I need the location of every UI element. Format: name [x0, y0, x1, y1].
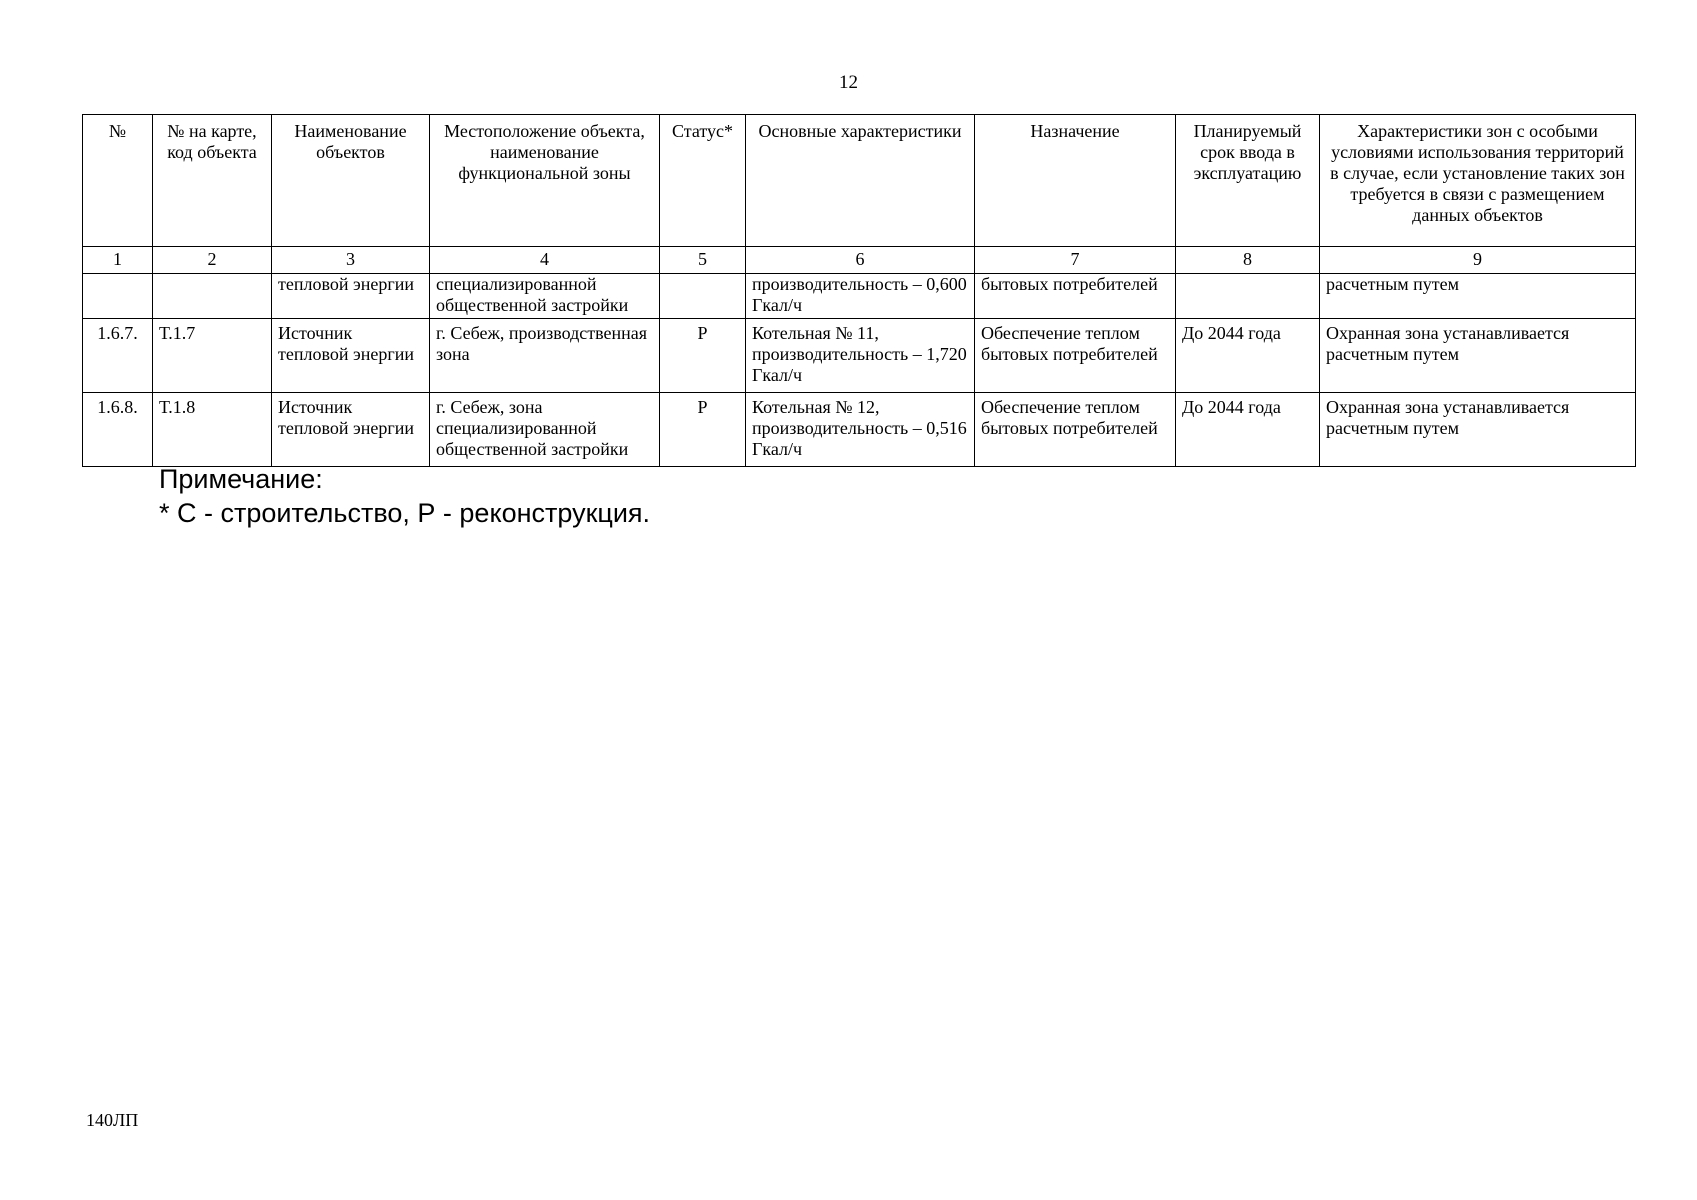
column-number: 1 [83, 247, 153, 274]
objects-table [82, 114, 1636, 467]
cell-status [660, 274, 746, 319]
column-number-row [83, 247, 1636, 274]
header-cell: Наименование объектов [272, 115, 430, 247]
cell-status: Р [660, 393, 746, 467]
cell-planned-date: До 2044 года [1176, 393, 1320, 467]
header-cell: Характеристики зон с особыми условиями использования территорий в случае, если установление таких зон требуется в связи с размещением данных объектов [1320, 115, 1636, 247]
header-cell: № на карте, код объекта [153, 115, 272, 247]
footer-code: 140ЛП [86, 1110, 139, 1130]
cell-characteristics: Котельная № 12, производительность – 0,516 Гкал/ч [746, 393, 975, 467]
page-number: 12 [839, 72, 858, 93]
column-number: 2 [153, 247, 272, 274]
cell-object-name: тепловой энергии [272, 274, 430, 319]
cell-zone-characteristics: Охранная зона устанавливается расчетным путем [1320, 319, 1636, 393]
cell-object-name: Источник тепловой энергии [272, 319, 430, 393]
cell-purpose: Обеспечение теплом бытовых потребителей [975, 393, 1176, 467]
cell-status: Р [660, 319, 746, 393]
cell-zone-characteristics: Охранная зона устанавливается расчетным путем [1320, 393, 1636, 467]
column-number: 8 [1176, 247, 1320, 274]
cell-number: 1.6.8. [83, 393, 153, 467]
table-header-row [83, 115, 1636, 247]
column-number: 7 [975, 247, 1176, 274]
header-cell: Статус* [660, 115, 746, 247]
note-text: * С - строительство, Р - реконструкция. [159, 498, 651, 528]
cell-characteristics: производительность – 0,600 Гкал/ч [746, 274, 975, 319]
cell-purpose: бытовых потребителей [975, 274, 1176, 319]
cell-number [83, 274, 153, 319]
cell-location: г. Себеж, производственная зона [430, 319, 660, 393]
cell-map-code: Т.1.7 [153, 319, 272, 393]
cell-number: 1.6.7. [83, 319, 153, 393]
table-row [83, 319, 1636, 393]
cell-object-name: Источник тепловой энергии [272, 393, 430, 467]
header-cell: № [83, 115, 153, 247]
cell-location: специализированной общественной застройки [430, 274, 660, 319]
column-number: 5 [660, 247, 746, 274]
cell-map-code: Т.1.8 [153, 393, 272, 467]
column-number: 3 [272, 247, 430, 274]
cell-characteristics: Котельная № 11, производительность – 1,720 Гкал/ч [746, 319, 975, 393]
cell-purpose: Обеспечение теплом бытовых потребителей [975, 319, 1176, 393]
header-cell: Местоположение объекта, наименование функциональной зоны [430, 115, 660, 247]
cell-map-code [153, 274, 272, 319]
table-row [83, 393, 1636, 467]
note-block [159, 462, 650, 530]
column-number: 6 [746, 247, 975, 274]
note-title: Примечание: [159, 464, 323, 494]
header-cell: Основные характеристики [746, 115, 975, 247]
header-cell: Назначение [975, 115, 1176, 247]
cell-location: г. Себеж, зона специализированной общественной застройки [430, 393, 660, 467]
table-row [83, 274, 1636, 319]
column-number: 9 [1320, 247, 1636, 274]
cell-zone-characteristics: расчетным путем [1320, 274, 1636, 319]
cell-planned-date: До 2044 года [1176, 319, 1320, 393]
cell-planned-date [1176, 274, 1320, 319]
column-number: 4 [430, 247, 660, 274]
header-cell: Планируемый срок ввода в эксплуатацию [1176, 115, 1320, 247]
